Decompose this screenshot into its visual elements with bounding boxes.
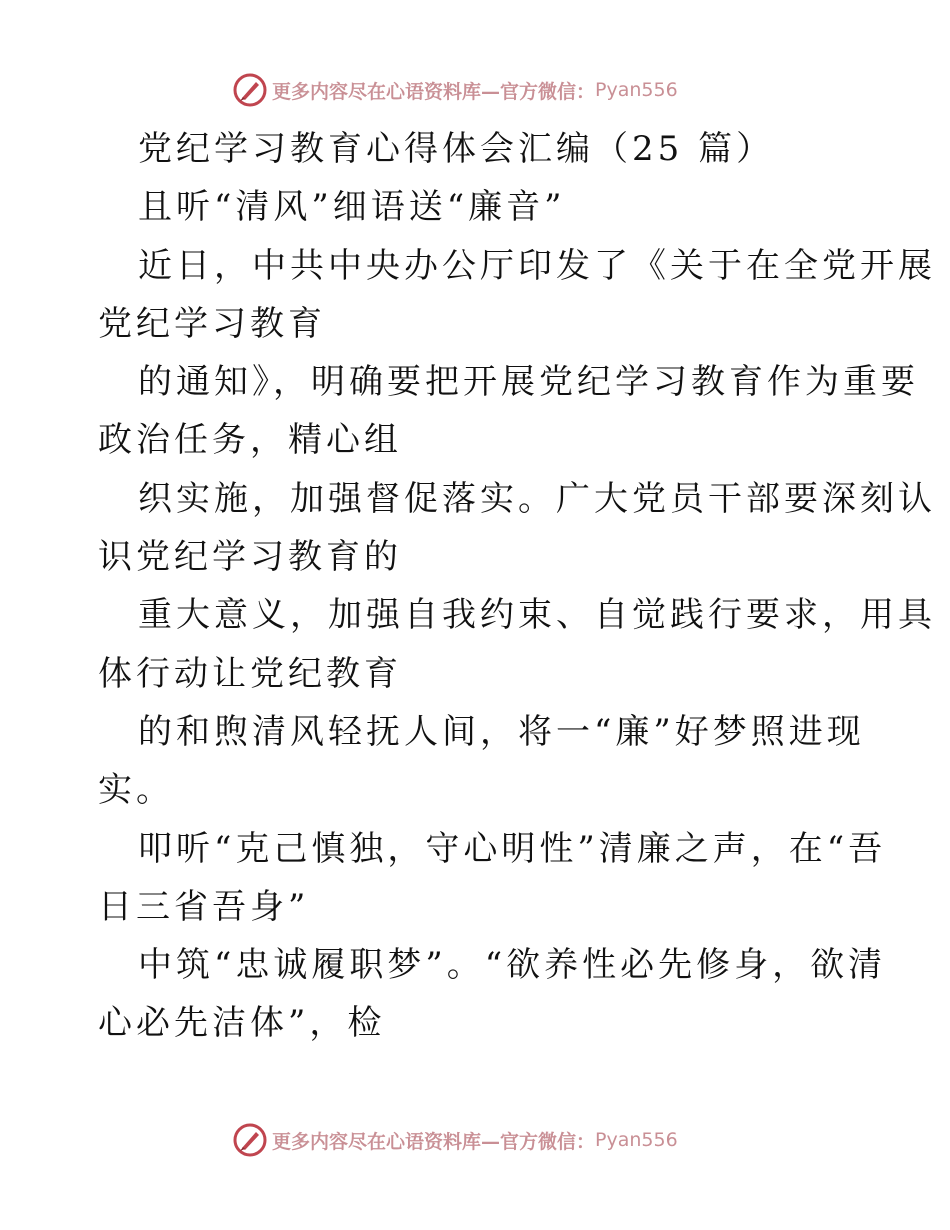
text-line: 中筑“忠诚履职梦”。“欲养性必先修身，欲清 bbox=[138, 945, 887, 986]
text-line: 体行动让党纪教育 bbox=[98, 653, 402, 694]
header-wechat-id: Pyan556 bbox=[595, 79, 678, 101]
text-line: 的通知》，明确要把开展党纪学习教育作为重要 bbox=[138, 362, 919, 403]
text-line: 日三省吾身” bbox=[98, 886, 310, 927]
text-line: 心必先洁体”，检 bbox=[98, 1003, 386, 1044]
article-heading: 且听“清风”细语送“廉音” bbox=[138, 187, 566, 228]
text-line: 重大意义，加强自我约束、自觉践行要求，用具 bbox=[138, 595, 936, 636]
text-line: 织实施，加强督促落实。广大党员干部要深刻认 bbox=[138, 478, 936, 519]
text-line: 党纪学习教育 bbox=[98, 303, 326, 344]
text-line: 识党纪学习教育的 bbox=[98, 537, 402, 578]
text-line: 近日，中共中央办公厅印发了《关于在全党开展 bbox=[138, 245, 936, 286]
document-body bbox=[98, 120, 936, 1053]
header-banner bbox=[232, 70, 678, 110]
document-title: 党纪学习教育心得体会汇编（25 篇） bbox=[138, 129, 775, 169]
footer-banner-text: 更多内容尽在心语资料库—官方微信： bbox=[272, 1130, 596, 1153]
quill-logo-icon bbox=[232, 1122, 268, 1158]
footer-banner bbox=[232, 1120, 678, 1160]
text-line: 叩听“克己慎独，守心明性”清廉之声，在“吾 bbox=[138, 828, 887, 869]
quill-logo-icon bbox=[232, 72, 268, 108]
text-line: 政治任务，精心组 bbox=[98, 420, 402, 461]
text-line: 实。 bbox=[98, 770, 174, 811]
text-line: 的和煦清风轻抚人间，将一“廉”好梦照进现 bbox=[138, 711, 865, 752]
footer-wechat-id: Pyan556 bbox=[595, 1129, 678, 1151]
header-banner-text: 更多内容尽在心语资料库—官方微信： bbox=[272, 80, 596, 103]
